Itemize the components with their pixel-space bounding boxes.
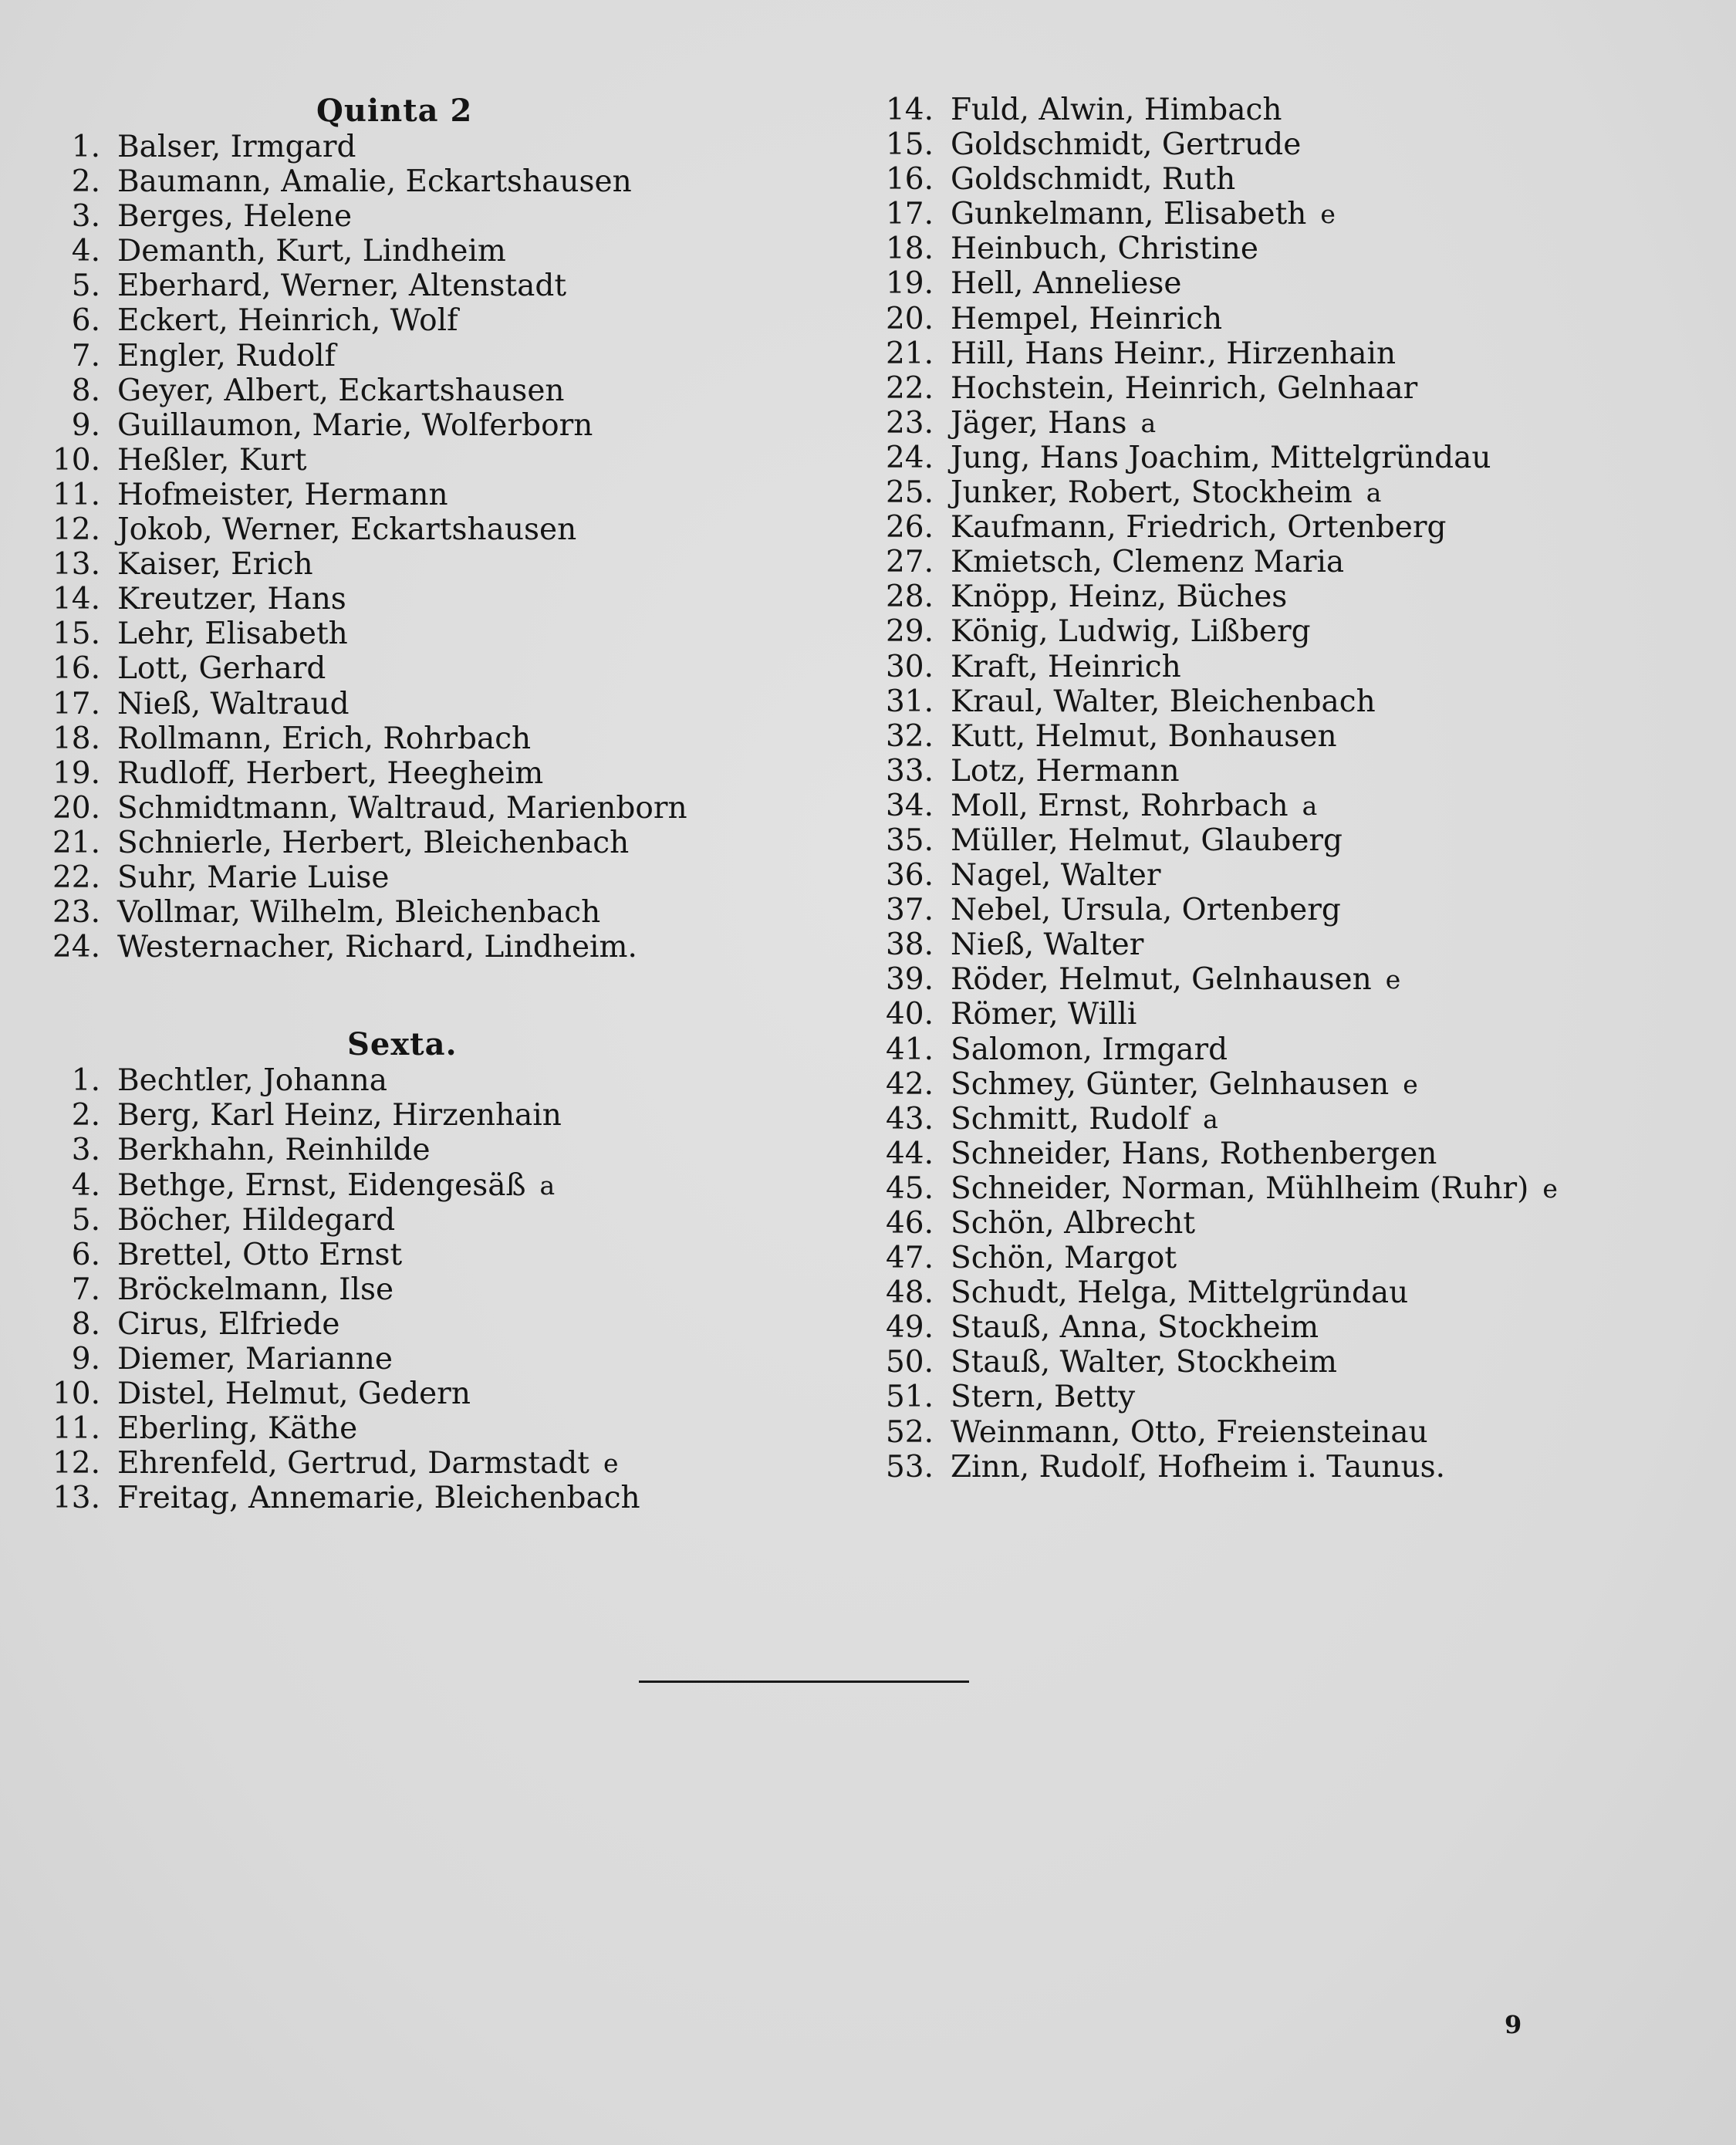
entry-mark: e [603, 1448, 619, 1479]
entry-number: 29. [885, 614, 934, 650]
list-item [46, 860, 787, 895]
list-item [46, 130, 787, 164]
list-item [880, 1450, 1697, 1485]
entry-number: 21. [52, 825, 100, 860]
entry-name: Salomon, Irmgard [951, 1032, 1228, 1067]
entry-number: 24. [885, 440, 934, 475]
entry-name: Demanth, Kurt, Lindheim [117, 234, 506, 269]
entry-name: Röder, Helmut, Gelnhausen [951, 962, 1372, 998]
entry-name: Heinbuch, Christine [951, 231, 1258, 267]
list-item [880, 302, 1697, 336]
entry-number: 32. [885, 718, 934, 754]
list-item [46, 1098, 787, 1133]
entry-mark: e [1320, 199, 1336, 230]
list-item [46, 791, 787, 826]
list-item [46, 651, 787, 686]
entry-name: Balser, Irmgard [117, 130, 356, 164]
entry-name: Brettel, Otto Ernst [117, 1237, 403, 1272]
entry-name: Schmidtmann, Waltraud, Marienborn [117, 790, 687, 826]
entry-name: Stern, Betty [951, 1380, 1136, 1415]
entry-number: 7. [71, 338, 100, 373]
separator-rule [639, 1681, 969, 1683]
list-item [46, 373, 787, 408]
entry-number: 51. [885, 1380, 934, 1415]
entry-name: Eberhard, Werner, Altenstadt [117, 269, 566, 304]
entry-number: 6. [71, 1237, 100, 1272]
entry-mark: e [1542, 1173, 1558, 1204]
list-item [46, 478, 787, 512]
page-number: 9 [1505, 2010, 1522, 2039]
entry-number: 2. [71, 1098, 100, 1133]
entry-number: 45. [885, 1170, 934, 1206]
list-item [880, 1415, 1697, 1450]
list-item [880, 1067, 1697, 1102]
entry-name: Schudt, Helga, Mittelgründau [951, 1275, 1409, 1311]
entry-name: Hochstein, Heinrich, Gelnhaar [951, 370, 1418, 406]
entry-number: 30. [885, 649, 934, 684]
entry-number: 10. [52, 1377, 100, 1412]
list-item [880, 997, 1697, 1032]
entry-name: Rudloff, Herbert, Heegheim [117, 755, 544, 791]
entry-number: 46. [885, 1206, 934, 1241]
entry-name: Kraft, Heinrich [951, 649, 1181, 684]
list-item [46, 930, 787, 964]
entry-number: 3. [71, 199, 100, 235]
entry-number: 13. [52, 547, 100, 583]
entry-number: 52. [885, 1414, 934, 1450]
entry-number: 12. [52, 1446, 100, 1481]
entry-mark: a [539, 1170, 556, 1201]
list-item [880, 927, 1697, 962]
entry-number: 11. [52, 477, 100, 512]
entry-number: 31. [885, 684, 934, 719]
entry-name: Nieß, Walter [951, 927, 1144, 963]
list-item [880, 1275, 1697, 1310]
entry-name: Lotz, Hermann [951, 753, 1180, 789]
entry-name: Bröckelmann, Ilse [117, 1272, 394, 1307]
list-item [880, 579, 1697, 614]
entry-number: 40. [885, 997, 934, 1032]
entry-name: Kaufmann, Friedrich, Ortenberg [951, 510, 1447, 546]
entry-name: Schön, Albrecht [951, 1206, 1196, 1241]
list-item [880, 650, 1697, 684]
entry-name: Diemer, Marianne [117, 1342, 393, 1377]
list-item [880, 789, 1697, 823]
entry-name: Schneider, Hans, Rothenbergen [951, 1136, 1437, 1171]
entry-number: 4. [71, 1167, 100, 1203]
list-item [880, 475, 1697, 510]
entry-name: Westernacher, Richard, Lindheim. [117, 930, 637, 965]
entry-name: Kreutzer, Hans [117, 582, 346, 617]
list-item [880, 614, 1697, 649]
list-item [46, 339, 787, 373]
list-item [880, 1032, 1697, 1067]
entry-number: 44. [885, 1136, 934, 1171]
list-item [46, 1133, 787, 1167]
entry-number: 8. [71, 373, 100, 408]
list-item [46, 164, 787, 199]
entry-number: 26. [885, 510, 934, 546]
list-item [880, 336, 1697, 371]
list-item [46, 269, 787, 303]
entry-name: Nebel, Ursula, Ortenberg [951, 893, 1341, 928]
list-item [880, 127, 1697, 162]
entry-number: 24. [52, 930, 100, 965]
entry-number: 18. [885, 231, 934, 267]
entry-name: Suhr, Marie Luise [117, 860, 390, 895]
entry-name: Böcher, Hildegard [117, 1202, 396, 1238]
entry-name: Bechtler, Johanna [117, 1063, 388, 1099]
list-item [46, 1342, 787, 1377]
entry-number: 1. [71, 130, 100, 164]
entry-number: 5. [71, 269, 100, 304]
list-item [46, 756, 787, 791]
entry-name: Jung, Hans Joachim, Mittelgründau [951, 440, 1491, 475]
entry-name: Nieß, Waltraud [117, 686, 350, 721]
list-item [46, 1168, 787, 1203]
entry-number: 36. [885, 858, 934, 893]
quinta-heading: Quinta 2 [316, 93, 473, 129]
entry-number: 20. [52, 790, 100, 826]
list-item [880, 1171, 1697, 1206]
entry-number: 35. [885, 823, 934, 858]
list-item [46, 1272, 787, 1307]
entry-number: 34. [885, 788, 934, 823]
list-item [46, 616, 787, 651]
entry-number: 22. [52, 860, 100, 895]
entry-number: 15. [52, 616, 100, 652]
entry-number: 16. [885, 162, 934, 198]
entry-number: 17. [52, 686, 100, 721]
entry-number: 16. [52, 651, 100, 687]
entry-number: 42. [885, 1066, 934, 1102]
sexta-list-right [880, 93, 1697, 1485]
entry-name: Vollmar, Wilhelm, Bleichenbach [117, 895, 601, 931]
sexta-list-left [46, 1063, 787, 1515]
list-item [46, 303, 787, 338]
list-item [46, 1203, 787, 1238]
list-item [880, 1137, 1697, 1171]
entry-name: Berges, Helene [117, 199, 353, 235]
entry-number: 9. [71, 407, 100, 443]
entry-number: 43. [885, 1101, 934, 1137]
list-item [46, 408, 787, 443]
list-item [46, 1377, 787, 1411]
entry-name: Cirus, Elfriede [117, 1306, 340, 1342]
entry-name: Kraul, Walter, Bleichenbach [951, 684, 1376, 719]
entry-name: Knöpp, Heinz, Büches [951, 579, 1288, 615]
entry-name: Schön, Margot [951, 1241, 1177, 1276]
entry-number: 18. [52, 721, 100, 756]
entry-name: Guillaumon, Marie, Wolferborn [117, 407, 593, 443]
entry-name: Müller, Helmut, Glauberg [951, 823, 1343, 858]
entry-number: 48. [885, 1275, 934, 1311]
entry-name: Goldschmidt, Ruth [951, 162, 1236, 198]
entry-number: 14. [885, 93, 934, 127]
list-item [46, 687, 787, 721]
entry-name: Kutt, Helmut, Bonhausen [951, 718, 1337, 754]
entry-name: Geyer, Albert, Eckartshausen [117, 373, 565, 408]
list-item [46, 1446, 787, 1481]
entry-number: 23. [885, 405, 934, 441]
list-item [880, 1310, 1697, 1345]
list-item [880, 162, 1697, 197]
list-item [46, 1307, 787, 1342]
list-item [46, 1481, 787, 1515]
list-item [880, 1345, 1697, 1380]
entry-name: Hempel, Heinrich [951, 301, 1223, 336]
entry-number: 1. [71, 1063, 100, 1099]
entry-name: Weinmann, Otto, Freiensteinau [951, 1414, 1428, 1450]
right-column [880, 93, 1697, 1485]
list-item [880, 266, 1697, 301]
entry-number: 19. [885, 266, 934, 302]
entry-name: Nagel, Walter [951, 858, 1161, 893]
entry-number: 39. [885, 962, 934, 998]
list-item [46, 1411, 787, 1446]
entry-number: 38. [885, 927, 934, 963]
entry-name: Römer, Willi [951, 997, 1137, 1032]
entry-number: 9. [71, 1342, 100, 1377]
entry-name: Hofmeister, Hermann [117, 477, 448, 512]
entry-number: 23. [52, 895, 100, 931]
entry-mark: a [1140, 407, 1157, 438]
list-item [880, 1206, 1697, 1241]
entry-number: 53. [885, 1449, 934, 1485]
entry-number: 27. [885, 545, 934, 580]
entry-number: 4. [71, 234, 100, 269]
entry-name: Rollmann, Erich, Rohrbach [117, 721, 532, 756]
entry-name: Moll, Ernst, Rohrbach [951, 788, 1288, 823]
entry-number: 19. [52, 755, 100, 791]
list-item [880, 197, 1697, 231]
entry-number: 41. [885, 1032, 934, 1067]
entry-mark: a [1366, 478, 1382, 508]
entry-number: 6. [71, 303, 100, 339]
list-item [880, 231, 1697, 266]
entry-mark: e [1385, 964, 1401, 995]
entry-name: König, Ludwig, Lißberg [951, 614, 1311, 650]
entry-name: Jokob, Werner, Eckartshausen [117, 512, 577, 548]
entry-mark: e [1403, 1069, 1418, 1100]
entry-number: 13. [52, 1481, 100, 1516]
list-item [880, 962, 1697, 997]
list-item [880, 371, 1697, 406]
entry-name: Jäger, Hans [951, 405, 1127, 441]
list-item [880, 441, 1697, 475]
entry-name: Berkhahn, Reinhilde [117, 1133, 431, 1168]
left-column [46, 93, 787, 1515]
entry-mark: a [1302, 790, 1318, 821]
entry-number: 25. [885, 475, 934, 511]
entry-name: Lott, Gerhard [117, 651, 326, 687]
entry-name: Zinn, Rudolf, Hofheim i. Taunus. [951, 1449, 1446, 1485]
entry-name: Junker, Robert, Stockheim [951, 475, 1353, 511]
list-item [46, 826, 787, 860]
entry-number: 47. [885, 1241, 934, 1276]
entry-number: 15. [885, 127, 934, 163]
entry-name: Ehrenfeld, Gertrud, Darmstadt [117, 1446, 589, 1481]
entry-number: 49. [885, 1310, 934, 1346]
list-item [880, 545, 1697, 579]
list-item [46, 582, 787, 616]
entry-number: 3. [71, 1133, 100, 1168]
entry-name: Fuld, Alwin, Himbach [951, 93, 1282, 127]
list-item [880, 1102, 1697, 1137]
entry-number: 11. [52, 1411, 100, 1447]
entry-name: Eberling, Käthe [117, 1411, 358, 1447]
entry-number: 5. [71, 1202, 100, 1238]
list-item [880, 510, 1697, 545]
list-item [880, 1380, 1697, 1414]
list-item [880, 1241, 1697, 1275]
entry-number: 50. [885, 1345, 934, 1380]
list-item [46, 1063, 787, 1098]
list-item [46, 443, 787, 478]
entry-number: 12. [52, 512, 100, 548]
entry-mark: a [1203, 1103, 1218, 1134]
entry-number: 10. [52, 442, 100, 478]
entry-number: 17. [885, 197, 934, 232]
entry-name: Bethge, Ernst, Eidengesäß [117, 1167, 526, 1203]
entry-number: 20. [885, 301, 934, 336]
entry-name: Schmey, Günter, Gelnhausen [951, 1066, 1390, 1102]
list-item [880, 684, 1697, 719]
entry-name: Stauß, Walter, Stockheim [951, 1345, 1337, 1380]
entry-number: 22. [885, 370, 934, 406]
entry-name: Berg, Karl Heinz, Hirzenhain [117, 1098, 562, 1133]
list-item [46, 547, 787, 582]
entry-name: Goldschmidt, Gertrude [951, 127, 1302, 163]
entry-name: Kaiser, Erich [117, 547, 313, 583]
entry-number: 21. [885, 336, 934, 371]
entry-name: Eckert, Heinrich, Wolf [117, 303, 458, 339]
entry-name: Hill, Hans Heinr., Hirzenhain [951, 336, 1397, 371]
entry-name: Stauß, Anna, Stockheim [951, 1310, 1319, 1346]
list-item [880, 858, 1697, 893]
entry-name: Lehr, Elisabeth [117, 616, 348, 652]
list-item [46, 234, 787, 269]
list-item [880, 719, 1697, 754]
entry-name: Schmitt, Rudolf [951, 1101, 1190, 1137]
list-item [46, 512, 787, 547]
list-item [46, 1238, 787, 1272]
entry-name: Freitag, Annemarie, Bleichenbach [117, 1481, 640, 1516]
entry-number: 7. [71, 1272, 100, 1307]
list-item [880, 823, 1697, 858]
list-item [46, 199, 787, 234]
entry-number: 37. [885, 893, 934, 928]
list-item [46, 721, 787, 756]
list-item [880, 893, 1697, 927]
entry-name: Baumann, Amalie, Eckartshausen [117, 164, 632, 200]
entry-name: Gunkelmann, Elisabeth [951, 197, 1307, 232]
entry-name: Kmietsch, Clemenz Maria [951, 545, 1345, 580]
entry-number: 14. [52, 582, 100, 617]
list-item [880, 406, 1697, 441]
sexta-heading: Sexta. [347, 1026, 458, 1063]
entry-number: 28. [885, 579, 934, 615]
list-item [880, 754, 1697, 789]
entry-name: Schneider, Norman, Mühlheim (Ruhr) [951, 1170, 1529, 1206]
entry-name: Schnierle, Herbert, Bleichenbach [117, 825, 630, 860]
entry-number: 8. [71, 1306, 100, 1342]
quinta-list [46, 130, 787, 964]
list-item [46, 895, 787, 930]
entry-name: Heßler, Kurt [117, 442, 307, 478]
entry-name: Distel, Helmut, Gedern [117, 1377, 471, 1412]
entry-name: Hell, Anneliese [951, 266, 1182, 302]
entry-number: 33. [885, 753, 934, 789]
list-item [880, 93, 1697, 127]
entry-number: 2. [71, 164, 100, 200]
entry-name: Engler, Rudolf [117, 338, 336, 373]
